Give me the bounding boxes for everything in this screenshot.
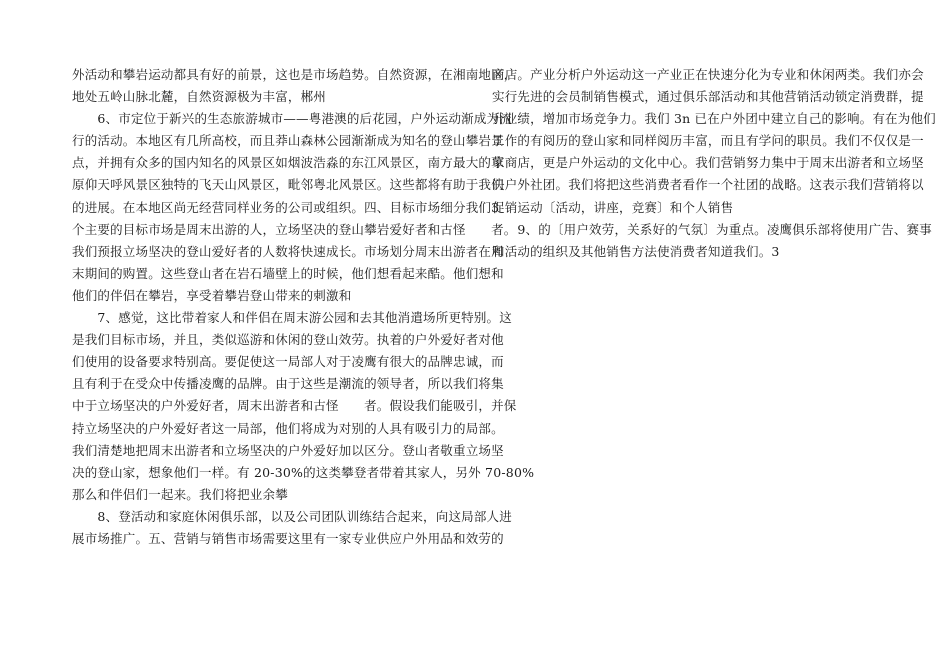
text-line: 们使用的设备要求特别高。要促使这一局部人对于凌鹰有很大的品牌忠诚，而	[72, 354, 504, 370]
text-line: 那么和伴侣们一起来。我们将把业余攀	[72, 486, 288, 502]
text-line: 家商店，更是户外运动的文化中心。我们营销努力集中于周末出游者和立场坚	[492, 155, 924, 171]
text-line: 升业绩，增加市场竞争力。我们 3n 已在户外团中建立自己的影响。有在为他们	[492, 111, 936, 127]
text-line: 是我们目标市场，并且，类似巡游和休闲的登山效劳。执着的户外爱好者对他	[72, 332, 504, 348]
text-line: 9、的〔用户效劳，关系好的气氛〕为重点。凌鹰俱乐部将使用广告、赛事	[492, 221, 932, 237]
text-line: 7、感觉，这比带着家人和伴侣在周末游公园和去其他消遣场所更特别。这	[72, 310, 512, 326]
text-line: 个主要的目标市场是周末出游的人，立场坚决的登山攀岩爱好者和古怪 者。	[72, 221, 517, 237]
text-line: 实行先进的会员制销售模式，通过俱乐部活动和其他营销活动锁定消费群，提	[492, 89, 924, 105]
text-line: 展市场推广。五、营销与销售市场需要这里有一家专业供应户外用品和效劳的	[72, 530, 504, 546]
text-line: 他们的伴侣在攀岩，享受着攀岩登山带来的刺激和	[72, 287, 352, 303]
left-text-column	[72, 64, 535, 550]
right-text-column	[492, 64, 936, 263]
text-line: 商店。产业分析户外运动这一产业正在快速分化为专业和休闲两类。我们亦会	[492, 67, 924, 82]
text-line: 点，并拥有众多的国内知名的风景区如烟波浩淼的东江风景区，南方最大的草	[72, 155, 504, 171]
text-line: 我们清楚地把周末出游者和立场坚决的户外爱好加以区分。登山者敬重立场坚	[72, 442, 504, 458]
text-line: 中于立场坚决的户外爱好者，周末出游者和古怪 者。假设我们能吸引，并保	[72, 398, 517, 414]
text-line: 和活动的组织及其他销售方法使消费者知道我们。3	[492, 243, 780, 259]
text-line: 促销运动〔活动，讲座，竞赛〕和个人销售	[492, 199, 734, 215]
text-line: 的进展。在本地区尚无经营同样业务的公司或组织。四、目标市场细分我们3	[72, 199, 500, 215]
text-line: 末期间的购置。这些登山者在岩石墙壁上的时候，他们想看起来酷。他们想和	[72, 265, 504, 281]
text-line: 地处五岭山脉北麓，自然资源极为丰富，郴州	[72, 89, 327, 105]
text-line: 6、市定位于新兴的生态旅游城市——粤港澳的后花园，户外运动渐成为流	[72, 111, 512, 127]
text-line: 持立场坚决的户外爱好者这一局部，他们将成为对别的人具有吸引力的局部。	[72, 420, 504, 436]
text-line: 8、登活动和家庭休闲俱乐部，以及公司团队训练结合起来，向这局部人进	[72, 508, 512, 524]
text-line: 工作的有阅历的登山家和同样阅历丰富，而且有学问的职员。我们不仅仅是一	[492, 133, 924, 149]
text-line: 决的登山家，想象他们一样。有 20-30%的这类攀登者带着其家人，另外 70-80%	[72, 464, 535, 480]
text-line: 我们预报立场坚决的登山爱好者的人数将快速成长。市场划分周末出游者在周	[72, 243, 504, 259]
text-line: 原仰天呼风景区独特的飞天山风景区，毗邻粤北风景区。这些都将有助于我们	[72, 177, 504, 193]
text-line: 行的活动。本地区有几所高校，而且莽山森林公园渐渐成为知名的登山攀岩景	[72, 133, 504, 149]
text-line: 且有利于在受众中传播凌鹰的品牌。由于这些是潮流的领导者，所以我们将集	[72, 376, 504, 392]
text-line: 决户外社团。我们将把这些消费者看作一个社团的战略。这表示我们营销将以	[492, 177, 924, 193]
text-line: 外活动和攀岩运动都具有好的前景，这也是市场趋势。自然资源，在湘南地区，	[72, 67, 517, 82]
